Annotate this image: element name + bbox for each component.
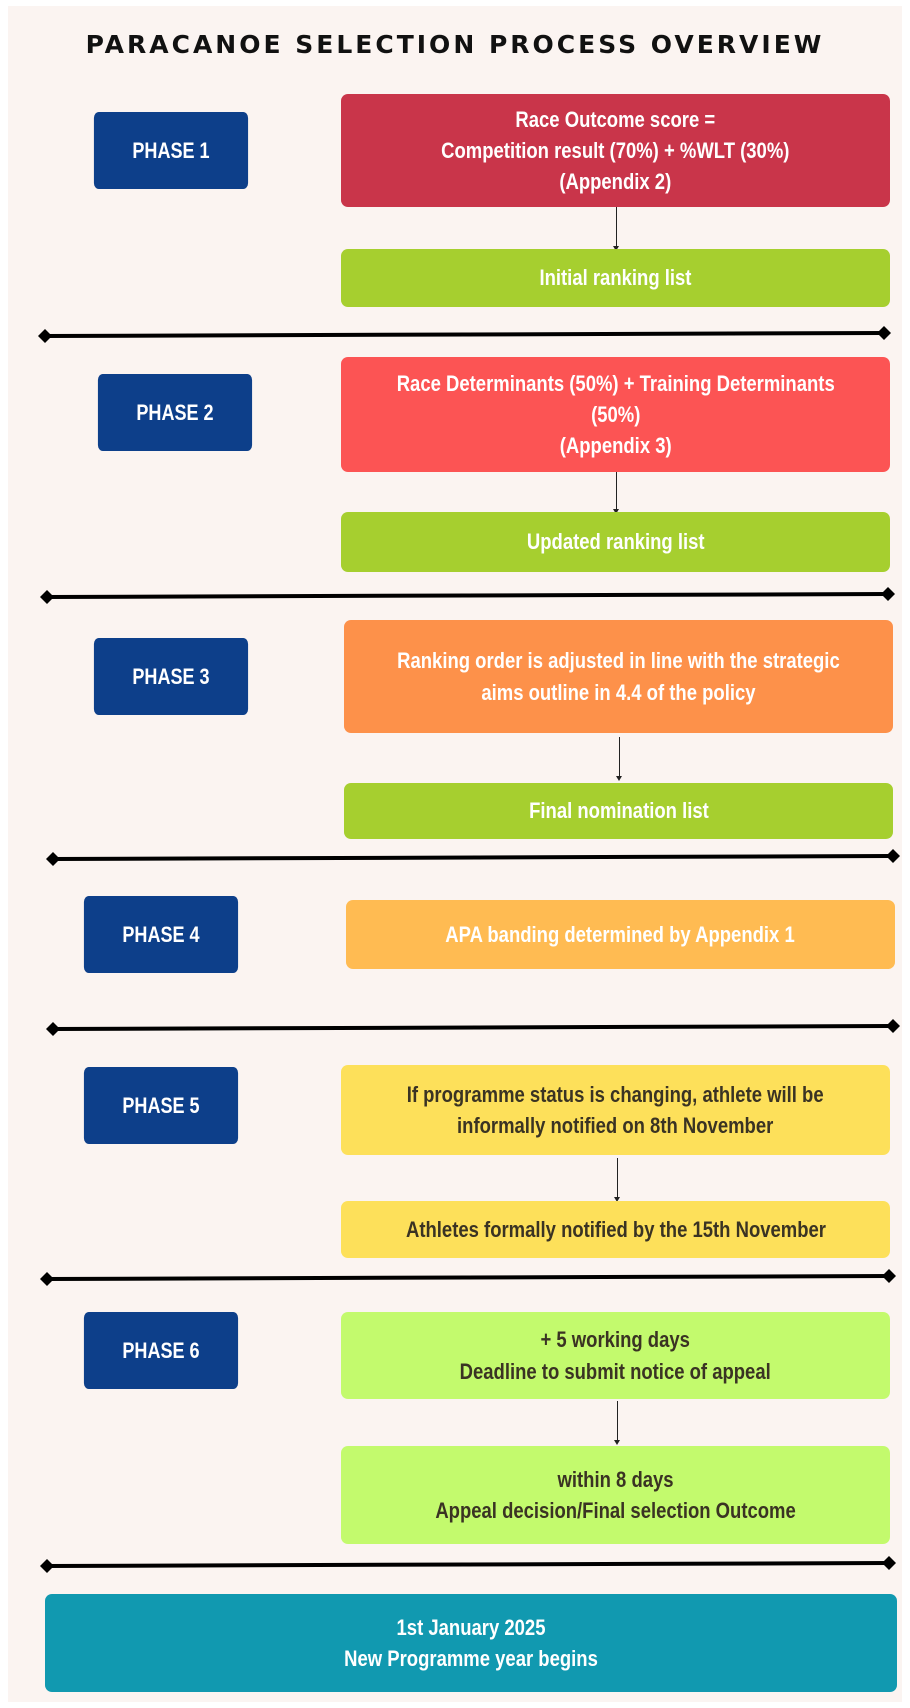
phase-1-step-2: Initial ranking list: [341, 249, 890, 307]
separator-2: [40, 587, 895, 604]
phase-2-label: PHASE 2: [98, 374, 252, 451]
separator-4: [46, 1019, 900, 1036]
phase-3-label: PHASE 3: [94, 638, 248, 715]
phase-3-step-2: Final nomination list: [344, 783, 893, 839]
phase-3-step-1: Ranking order is adjusted in line with the strategic aims outline in 4.4 of the policy: [344, 620, 893, 733]
separator-3: [46, 849, 900, 866]
phase-2-step-2: Updated ranking list: [341, 512, 890, 572]
phase-4-step-1: APA banding determined by Appendix 1: [346, 900, 895, 969]
phase-6-step-2: within 8 days Appeal decision/Final selection Outcome: [341, 1446, 890, 1544]
phase-6-label: PHASE 6: [84, 1312, 238, 1389]
programme-year-banner: 1st January 2025 New Programme year begins: [45, 1594, 897, 1692]
diagram-title: PARACANOE SELECTION PROCESS OVERVIEW: [85, 30, 825, 59]
phase-5-step-2: Athletes formally notified by the 15th November: [341, 1201, 890, 1258]
separator-5: [40, 1269, 896, 1286]
phase-6-step-1: + 5 working days Deadline to submit notice of appeal: [341, 1312, 890, 1399]
phase-1-step-1: Race Outcome score = Competition result (70%) + %WLT (30%) (Appendix 2): [341, 94, 890, 207]
phase-5-step-1: If programme status is changing, athlete will be informally notified on 8th November: [341, 1065, 890, 1155]
phase-4-label: PHASE 4: [84, 896, 238, 973]
separator-6: [40, 1556, 896, 1573]
phase-2-step-1: Race Determinants (50%) + Training Determinants (50%) (Appendix 3): [341, 357, 890, 472]
phase-5-label: PHASE 5: [84, 1067, 238, 1144]
separator-1: [38, 326, 891, 343]
phase-1-label: PHASE 1: [94, 112, 248, 189]
